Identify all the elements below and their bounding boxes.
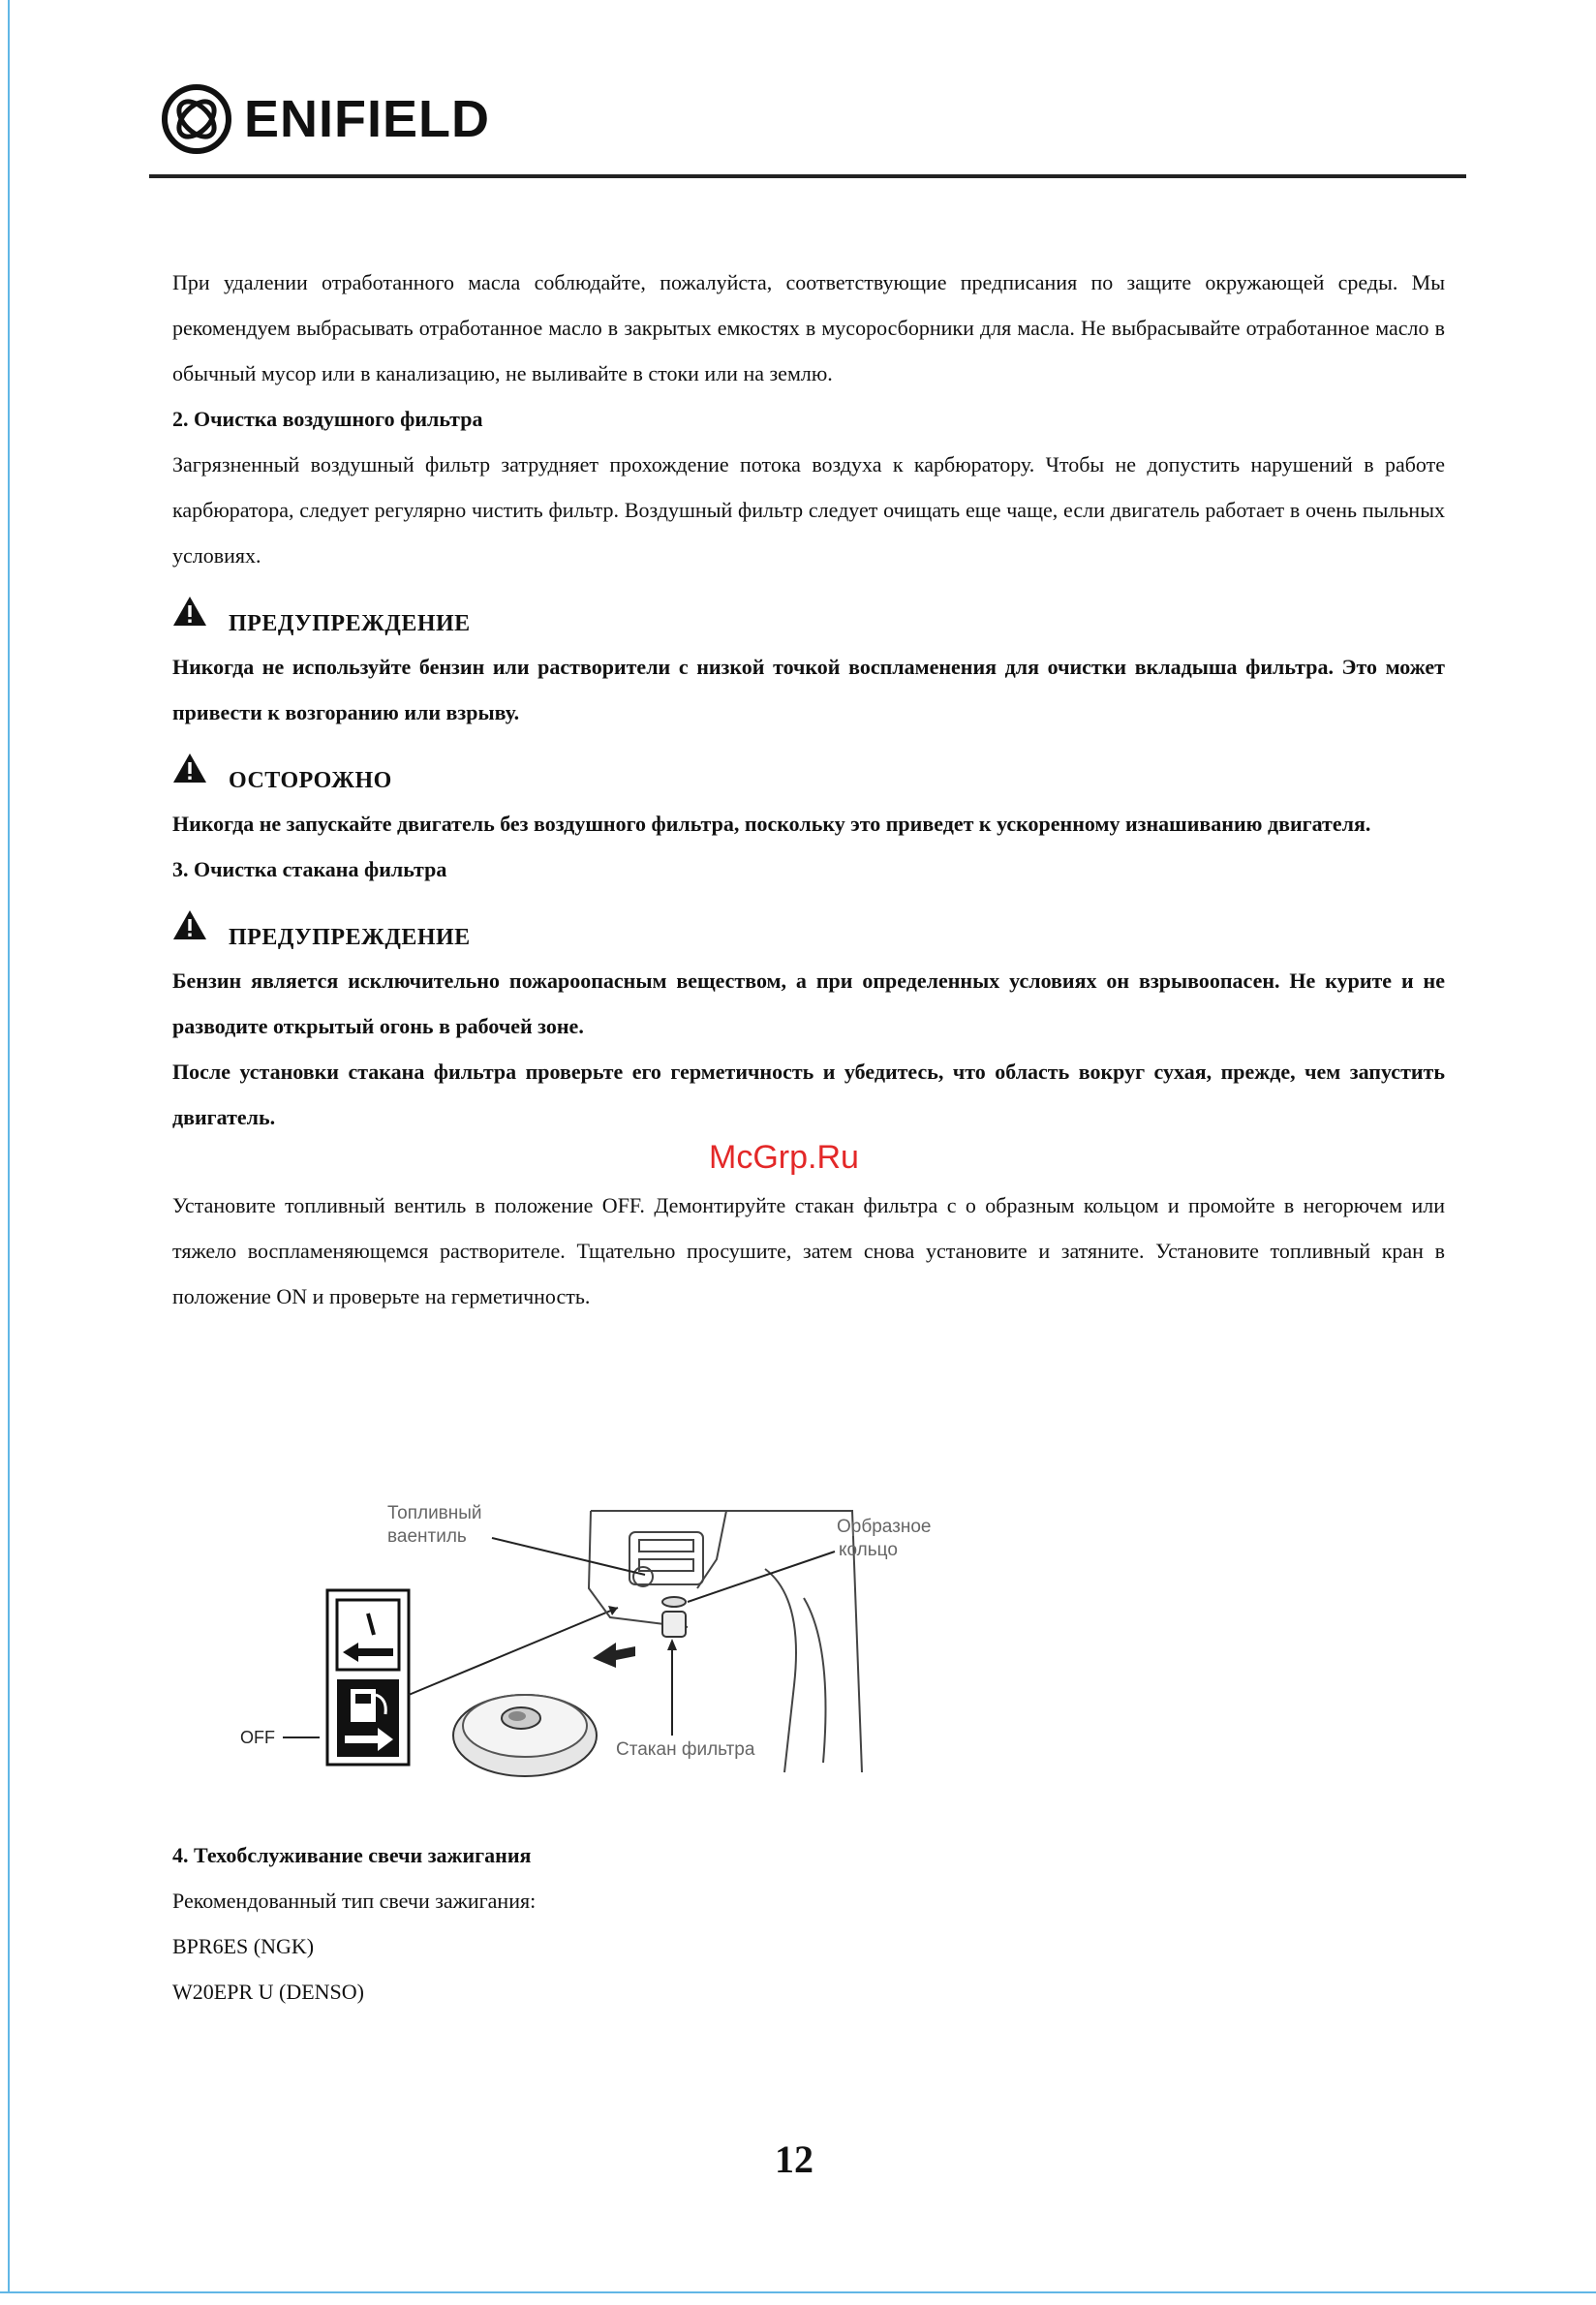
page-number: 12 [775, 2137, 813, 2181]
valve-on-position [337, 1600, 399, 1670]
section-3-heading: 3. Очистка стакана фильтра [172, 857, 447, 881]
warning-title: ПРЕДУПРЕЖДЕНИЕ [229, 611, 471, 636]
spark-plug-recommendation: Рекомендованный тип свечи зажигания: [172, 1889, 537, 1913]
warning-triangle-icon [172, 596, 207, 627]
section-4-heading: 4. Техобслуживание свечи зажигания [172, 1843, 532, 1867]
page-frame-left [8, 0, 10, 2293]
valve-label-line-2: ваентиль [387, 1526, 467, 1547]
filter-bowl [453, 1695, 597, 1776]
caution-header [172, 735, 1445, 801]
removal-arrow-icon [593, 1643, 635, 1668]
filter-cup-check-text: После установки стакана фильтра проверьте его герметичность и убедитесь, что область вокруг сухая, прежде, чем запустить двигатель. [172, 1060, 1445, 1129]
warning-triangle-icon [172, 909, 207, 940]
watermark: McGrp.Ru [709, 1139, 859, 1176]
intro-paragraph: При удалении отработанного масла соблюдайте, пожалуйста, соответствующие предписания по защите окружающей среды. Мы рекомендуем выбрасывать отработанное масло в закрытых емкостях в мусоросборники для масла. Не выбрасывайте отработанное масло в обычный мусор или в канализацию, не выливайте в стоки или на землю. [172, 270, 1445, 385]
section-4 [172, 1832, 1141, 2014]
o-ring-label-line-1: Орбразное [837, 1517, 932, 1537]
off-label: OFF [240, 1728, 275, 1747]
engine-sketch [589, 1511, 862, 1772]
warning-header-1 [172, 578, 1445, 644]
caution-text: Никогда не запускайте двигатель без воздушного фильтра, поскольку это приведет к ускоренному изнашиванию двигателя. [172, 812, 1371, 836]
filter-cup [662, 1612, 686, 1637]
caution-triangle-icon [172, 753, 207, 784]
section-2-body: Загрязненный воздушный фильтр затрудняет прохождение потока воздуха к карбюратору. Чтобы не допустить нарушений в работе карбюратора, следует регулярно чистить фильтр. Воздушный фильтр следует очищать еще чаще, если двигатель работает в очень пыльных условиях. [172, 452, 1445, 568]
warning-title: ПРЕДУПРЕЖДЕНИЕ [229, 925, 471, 950]
brand-name: ENIFIELD [244, 90, 491, 148]
o-ring-label-line-2: кольцо [839, 1540, 898, 1560]
fuel-warning-text: Бензин является исключительно пожароопасным веществом, а при определенных условиях он взрывоопасен. Не курите и не разводите открытый огонь в рабочей зоне. [172, 968, 1445, 1038]
section-3-instructions: Установите топливный вентиль в положение OFF. Демонтируйте стакан фильтра с о образным кольцом и промойте в негорючем или тяжело воспламеняющемся растворителе. Тщательно просушите, затем снова установите и затяните. Установите топливный кран в положение ON и проверьте на герметичность. [172, 1193, 1445, 1308]
header [159, 85, 490, 153]
section-2-heading: 2. Очистка воздушного фильтра [172, 407, 483, 431]
warning-header-2 [172, 892, 1445, 958]
spark-plug-denso: W20EPR U (DENSO) [172, 1980, 364, 2004]
brand-logo-icon [159, 81, 234, 157]
warning-text: Никогда не используйте бензин или растворители с низкой точкой воспламенения для очистки вкладыша фильтра. Это может привести к возгоранию или взрыву. [172, 655, 1445, 724]
header-divider [149, 174, 1466, 178]
fuel-filter-diagram [184, 1482, 998, 1801]
spark-plug-ngk: BPR6ES (NGK) [172, 1934, 315, 1958]
page-frame-bottom [0, 2291, 1596, 2293]
caution-title: ОСТОРОЖНО [229, 768, 392, 793]
filter-cup-label: Стакан фильтра [616, 1739, 755, 1760]
valve-label-line-1: Топливный [387, 1503, 482, 1523]
o-ring [662, 1597, 686, 1607]
